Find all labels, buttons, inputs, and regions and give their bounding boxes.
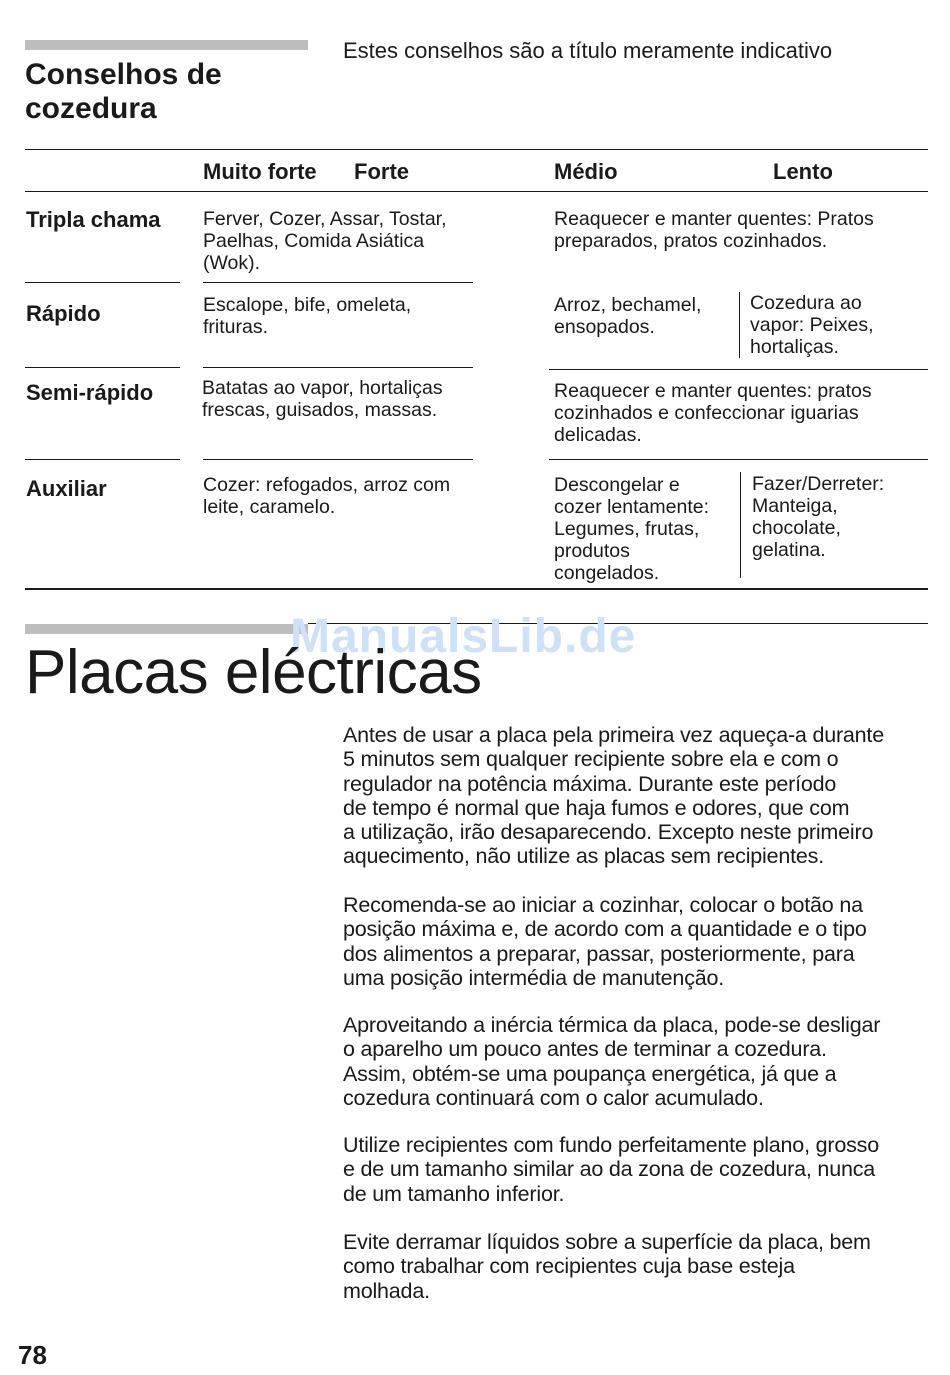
paragraph: Recomenda-se ao iniciar a cozinhar, colocar o botão na posição máxima e, de acordo com a quantidade e o tipo dos alimentos a preparar, passar, posteriormente, para uma posição intermédia de manutenção. — [343, 893, 867, 990]
cell-strong: Ferver, Cozer, Assar, Tostar, Paelhas, Comida Asiática (Wok). — [203, 208, 447, 274]
header-medio: Médio — [554, 159, 618, 184]
row-rule — [25, 367, 180, 368]
column-divider — [739, 292, 740, 358]
row-label-semi-rapido: Semi-rápido — [26, 380, 154, 405]
page-number: 78 — [18, 1340, 47, 1370]
cell-strong: Escalope, bife, omeleta, frituras. — [203, 294, 412, 338]
header-muito-forte: Muito forte — [203, 159, 317, 184]
table-bottom-rule — [25, 588, 928, 590]
cell-strong: Batatas ao vapor, hortaliças frescas, guisados, massas. — [202, 377, 443, 421]
header-rule — [25, 191, 928, 192]
section-title: Conselhos de cozedura — [25, 58, 222, 125]
cell-strong: Cozer: refogados, arroz com leite, caramelo. — [203, 474, 451, 518]
section-title: Placas eléctricas — [25, 638, 482, 707]
section-bar — [25, 40, 308, 50]
header-forte: Forte — [354, 159, 409, 184]
row-label-tripla-chama: Tripla chama — [26, 207, 161, 232]
paragraph: Aproveitando a inércia térmica da placa, pode-se desligar o aparelho um pouco antes de terminar a cozedura. Assim, obtém-se uma poupança energética, já que a cozedura continuará com o calor acumulado. — [343, 1013, 881, 1110]
row-rule — [549, 459, 928, 460]
cell-medium: Descongelar e cozer lentamente: Legumes, frutas, produtos congelados. — [554, 474, 710, 584]
column-divider — [740, 472, 741, 578]
row-rule — [203, 367, 473, 368]
watermark: ManualsLib.de — [290, 610, 637, 663]
cell-medium: Reaquecer e manter quentes: Pratos preparados, pratos cozinhados. — [554, 208, 874, 252]
row-rule — [25, 459, 180, 460]
header-lento: Lento — [773, 159, 833, 184]
row-rule — [203, 459, 473, 460]
paragraph: Utilize recipientes com fundo perfeitamente plano, grosso e de um tamanho similar ao da zona de cozedura, nunca de um tamanho inferior. — [343, 1133, 879, 1206]
paragraph: Antes de usar a placa pela primeira vez aqueça-a durante 5 minutos sem qualquer recipiente sobre ela e com o regulador na potência máxima. Durante este período de tempo é normal que haja fumos e odores, que com a utilização, irão desaparecendo. Excepto neste primeiro aquecimento, não utilize as placas sem recipientes. — [343, 723, 884, 869]
cell-medium: Reaquecer e manter quentes: pratos cozinhados e confeccionar iguarias delicadas. — [554, 380, 872, 446]
row-rule — [203, 282, 473, 283]
row-rule — [549, 369, 928, 370]
section-bar — [25, 624, 308, 634]
paragraph: Evite derramar líquidos sobre a superfície da placa, bem como trabalhar com recipientes cuja base esteja molhada. — [343, 1230, 871, 1303]
table-top-rule — [25, 149, 928, 150]
cell-slow: Cozedura ao vapor: Peixes, hortaliças. — [750, 292, 874, 358]
row-label-rapido: Rápido — [26, 301, 101, 326]
intro-text: Estes conselhos são a título meramente indicativo — [343, 38, 833, 63]
cell-slow: Fazer/Derreter: Manteiga, chocolate, gelatina. — [752, 473, 885, 561]
row-label-auxiliar: Auxiliar — [26, 476, 107, 501]
cell-medium: Arroz, bechamel, ensopados. — [554, 294, 702, 338]
row-rule — [25, 282, 180, 283]
